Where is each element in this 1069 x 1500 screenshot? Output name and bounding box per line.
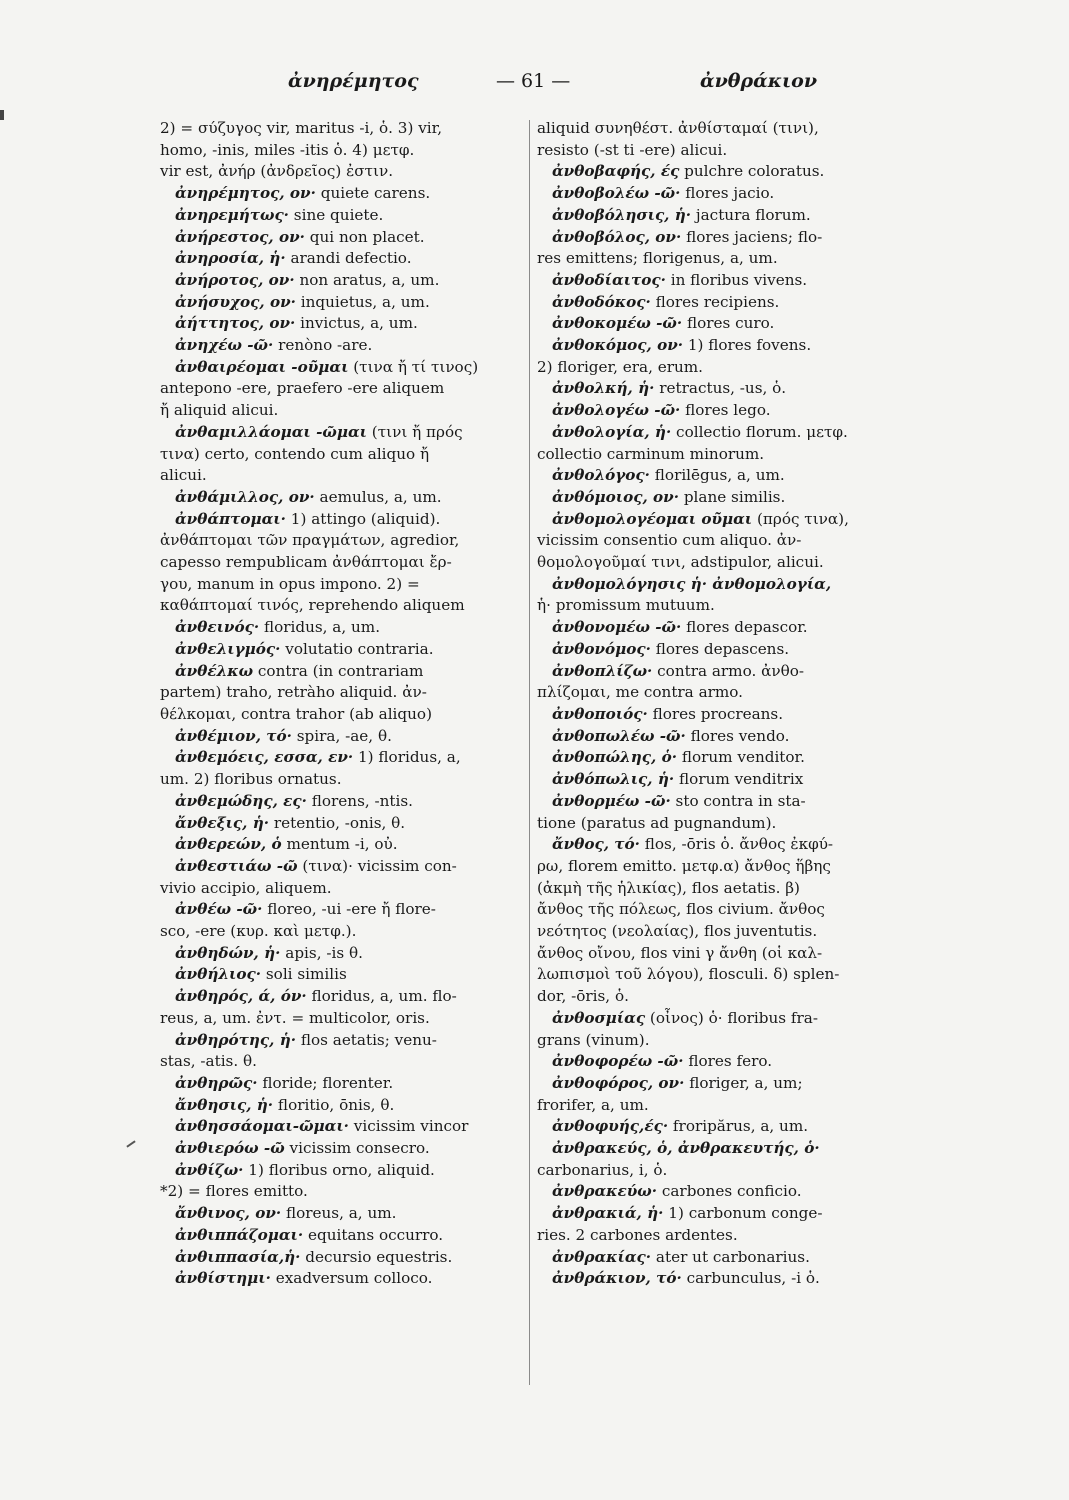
dictionary-entry <box>160 1095 522 1117</box>
headword: ἀνθηρότης, ἡ· <box>175 1030 297 1049</box>
entry-continuation <box>160 595 522 617</box>
headword: ἀνθολογέω -ῶ· <box>552 401 681 420</box>
dictionary-entry <box>537 1138 909 1160</box>
dictionary-entry <box>160 335 522 357</box>
dictionary-entry <box>537 791 909 813</box>
header-first-headword: ἀνηρέμητος <box>288 70 419 92</box>
dictionary-entry <box>537 227 909 249</box>
headword: ἀνθηρῶς· <box>175 1073 258 1092</box>
headword: ἀνθομολόγησις ἡ· ἀνθομολογία, <box>552 574 832 593</box>
entry-continuation <box>537 444 909 466</box>
dictionary-entry <box>537 726 909 748</box>
entry-continuation <box>160 161 522 183</box>
definition-text: ρω, florem emitto. μετφ.α) ἄνθος ἥβης <box>537 856 831 875</box>
headword: ἀνηχέω -ῶ· <box>175 336 274 355</box>
entry-continuation <box>160 704 522 726</box>
dictionary-entry <box>160 726 522 748</box>
headword: ἀνθολκή, ἡ· <box>552 379 655 398</box>
entry-continuation <box>160 140 522 162</box>
definition-text: flores procreans. <box>647 704 784 723</box>
definition-text: ἄνθος τῆς πόλεως, flos civium. ἄνθος <box>537 900 825 919</box>
entry-continuation <box>537 813 909 835</box>
definition-text: partem) traho, retràho aliquid. ἀν- <box>160 683 427 702</box>
dictionary-entry <box>160 964 522 986</box>
definition-text: ἀνθάπτομαι τῶν πραγμάτων, agredior, <box>160 531 460 550</box>
dictionary-entry <box>160 791 522 813</box>
dictionary-entry <box>537 1268 909 1290</box>
definition-text: (πρός τινα), <box>752 509 849 528</box>
dictionary-entry <box>160 509 522 531</box>
definition-text: flores vendo. <box>685 726 790 745</box>
dictionary-entry <box>160 986 522 1008</box>
headword: ἀνθοπλίζω· <box>552 661 653 680</box>
headword: ἀνθέλκω <box>175 661 254 680</box>
headword: ἀνθεστιάω -ῶ <box>175 856 298 875</box>
dictionary-entry <box>537 1203 909 1225</box>
definition-text: λωπισμοὶ τοῦ λόγου), flosculi. δ) splen- <box>537 965 840 984</box>
definition-text: 2) = σύζυγος vir, maritus -i, ὁ. 3) vir, <box>160 119 443 137</box>
page-number: — 61 — <box>496 70 571 92</box>
definition-text: resisto (-st ti -ere) alicui. <box>537 140 728 159</box>
definition-text: florum venditrix <box>674 770 804 789</box>
headword: ἀνθόμοιος, ον· <box>552 487 679 506</box>
right-column <box>537 118 909 1290</box>
dictionary-entry <box>160 357 522 379</box>
entry-continuation <box>537 682 909 704</box>
headword: ἀνθρακιά, ἡ· <box>552 1204 664 1223</box>
dictionary-entry <box>160 661 522 683</box>
definition-text: renòno -are. <box>273 336 373 355</box>
headword: ἀνθιππασία,ἡ· <box>175 1247 301 1266</box>
headword: ἀνθελιγμός· <box>175 639 281 658</box>
definition-text: (ἀκμὴ τῆς ἡλικίας), flos aetatis. β) <box>537 878 800 897</box>
definition-text: πλίζομαι, me contra armo. <box>537 683 743 702</box>
headword: ἀνθοφόρος, ον· <box>552 1073 685 1092</box>
definition-text: collectio florum. μετφ. <box>671 422 848 441</box>
headword: ἀνθρακεύς, ὁ, ἀνθρακευτής, ὁ· <box>552 1139 820 1158</box>
definition-text: florum venditor. <box>677 748 805 767</box>
entry-continuation <box>160 400 522 422</box>
headword: ἀνθεινός· <box>175 618 260 637</box>
definition-text: vivio accipio, aliquem. <box>160 878 332 897</box>
definition-text: γου, manum in opus impono. 2) = <box>160 574 420 593</box>
definition-text: exadversum colloco. <box>270 1269 433 1288</box>
definition-text: grans (vinum). <box>537 1030 650 1049</box>
definition-text: flores curo. <box>682 314 775 333</box>
headword: ἀνθίστημι· <box>175 1269 271 1288</box>
dictionary-entry <box>160 313 522 335</box>
dictionary-entry <box>160 943 522 965</box>
definition-text: flores depascens. <box>650 639 790 658</box>
left-column <box>160 118 522 1290</box>
entry-continuation <box>537 943 909 965</box>
headword: ἀνθάμιλλος, ον· <box>175 487 315 506</box>
dictionary-entry <box>537 509 909 531</box>
definition-text: non aratus, a, um. <box>294 270 440 289</box>
dictionary-entry <box>160 205 522 227</box>
headword: ἀνθέω -ῶ· <box>175 900 263 919</box>
entry-continuation <box>537 357 909 379</box>
dictionary-entry <box>160 487 522 509</box>
column-divider <box>529 120 530 1385</box>
headword: ἀνθοποιός· <box>552 704 648 723</box>
definition-text: volutatio contraria. <box>280 639 434 658</box>
definition-text: qui non placet. <box>304 227 425 246</box>
entry-continuation <box>160 878 522 900</box>
entry-continuation <box>537 595 909 617</box>
headword: ἀνθιερόω -ῶ <box>175 1139 285 1158</box>
definition-text: invictus, a, um. <box>295 314 418 333</box>
definition-text: sto contra in sta- <box>670 791 806 810</box>
definition-text: flores lego. <box>680 401 771 420</box>
entry-continuation <box>537 964 909 986</box>
headword: ἀνθολογία, ἡ· <box>552 422 672 441</box>
definition-text: plane similis. <box>679 487 786 506</box>
dictionary-entry <box>160 183 522 205</box>
definition-text: quiete carens. <box>315 184 431 203</box>
headword: ἀνθοδόκος· <box>552 292 651 311</box>
entry-continuation <box>537 118 909 140</box>
definition-text: jactura florum. <box>691 205 811 224</box>
definition-text: floreo, -ui -ere ἤ flore- <box>262 900 436 919</box>
definition-text: 1) attingo (aliquid). <box>285 509 441 528</box>
headword: ἀνθόπωλις, ἡ· <box>552 770 675 789</box>
headword: ἀνθοφυής,ές· <box>552 1117 669 1136</box>
entry-continuation <box>160 465 522 487</box>
dictionary-entry <box>537 1181 909 1203</box>
headword: ἄνθεξις, ἡ· <box>175 813 270 832</box>
headword: ἀνθρακεύω· <box>552 1182 658 1201</box>
dictionary-entry <box>160 1203 522 1225</box>
dictionary-entry <box>537 574 909 596</box>
entry-continuation <box>160 921 522 943</box>
definition-text: res emittens; florigenus, a, um. <box>537 249 778 268</box>
headword: ἀνθονομέω -ῶ· <box>552 618 682 637</box>
dictionary-entry <box>537 183 909 205</box>
definition-text: flos, -ōris ὁ. ἄνθος ἐκφύ- <box>639 835 834 854</box>
headword: ἀνθοβόλος, ον· <box>552 227 682 246</box>
definition-text: carbones conficio. <box>657 1182 802 1201</box>
entry-continuation <box>160 769 522 791</box>
dictionary-entry <box>160 1073 522 1095</box>
headword: ἀνηροσία, ἡ· <box>175 249 286 268</box>
definition-text: inquietus, a, um. <box>295 292 430 311</box>
definition-text: (οἶνος) ὁ· floribus fra- <box>645 1008 818 1027</box>
entry-continuation <box>160 1051 522 1073</box>
dictionary-entry <box>537 1247 909 1269</box>
entry-continuation <box>537 1095 909 1117</box>
definition-text: decursio equestris. <box>300 1247 453 1266</box>
dictionary-entry <box>537 1116 909 1138</box>
definition-text: dor, -ōris, ὁ. <box>537 987 629 1006</box>
headword: ἀνθοπώλης, ὁ· <box>552 748 677 767</box>
dictionary-entry <box>160 1116 522 1138</box>
definition-text: capesso rempublicam ἀνθάπτομαι ἔρ- <box>160 553 452 572</box>
definition-text: antepono -ere, praefero -ere aliquem <box>160 379 445 398</box>
headword: ἀνθέμιον, τό· <box>175 726 292 745</box>
definition-text: vir est, ἀνήρ (ἀνδρεῖος) ἐστιν. <box>160 162 394 181</box>
dictionary-entry <box>160 270 522 292</box>
headword: ἀνθήλιος· <box>175 965 262 984</box>
headword: ἀνθηδών, ἡ· <box>175 943 281 962</box>
entry-continuation <box>160 444 522 466</box>
headword: ἀνθοκόμος, ον· <box>552 336 684 355</box>
definition-text: frorifer, a, um. <box>537 1095 649 1114</box>
definition-text: contra (in contrariam <box>253 661 424 680</box>
entry-continuation <box>160 682 522 704</box>
dictionary-entry <box>537 661 909 683</box>
dictionary-entry <box>160 813 522 835</box>
dictionary-entry <box>160 617 522 639</box>
headword: ἄνθησις, ἡ· <box>175 1095 274 1114</box>
entry-continuation <box>537 1030 909 1052</box>
dictionary-entry <box>160 422 522 444</box>
dictionary-entry <box>537 161 909 183</box>
dictionary-entry <box>537 205 909 227</box>
dictionary-entry <box>537 834 909 856</box>
page-header <box>160 70 910 110</box>
headword: ἀνθιππάζομαι· <box>175 1225 304 1244</box>
dictionary-entry <box>537 400 909 422</box>
definition-text: retractus, -us, ὁ. <box>654 379 787 398</box>
entry-continuation <box>160 574 522 596</box>
headword: ἀνθορμέω -ῶ· <box>552 791 671 810</box>
headword: ἀνθοβαφής, ές <box>552 162 680 181</box>
definition-text: floridus, a, um. flo- <box>306 987 457 1006</box>
headword: ἀνήροτος, ον· <box>175 270 295 289</box>
dictionary-entry <box>537 487 909 509</box>
dictionary-entry <box>537 335 909 357</box>
dictionary-entry <box>160 227 522 249</box>
definition-text: floriger, a, um; <box>684 1073 803 1092</box>
definition-text: retentio, -onis, θ. <box>269 813 406 832</box>
entry-continuation <box>160 378 522 400</box>
definition-text: soli similis <box>261 965 347 984</box>
entry-continuation <box>537 899 909 921</box>
headword: ἀνθοβολέω -ῶ· <box>552 184 681 203</box>
definition-text: mentum -i, οὐ. <box>281 835 398 854</box>
dictionary-entry <box>537 1073 909 1095</box>
dictionary-entry <box>160 639 522 661</box>
headword: ἀνθομολογέομαι οῦμαι <box>552 509 753 528</box>
definition-text: (τινα)· vicissim con- <box>297 856 457 875</box>
definition-text: aliquid συνηθέστ. ἀνθίσταμαί (τινι), <box>537 119 819 137</box>
headword: ἀνθοφορέω -ῶ· <box>552 1052 684 1071</box>
definition-text: 1) floridus, a, <box>353 748 461 767</box>
definition-text: 1) floribus orno, aliquid. <box>243 1160 435 1179</box>
dictionary-entry <box>160 292 522 314</box>
definition-text: τινα) certo, contendo cum aliquo ἤ <box>160 444 430 463</box>
dictionary-entry <box>537 313 909 335</box>
definition-text: carbunculus, -i ὁ. <box>681 1269 820 1288</box>
dictionary-entry <box>537 378 909 400</box>
entry-continuation <box>537 856 909 878</box>
definition-text: flores jaciens; flo- <box>681 227 823 246</box>
dictionary-entry <box>160 1247 522 1269</box>
dictionary-entry <box>160 1030 522 1052</box>
definition-text: νεότητος (νεολαίας), flos juventutis. <box>537 922 818 941</box>
headword: ἀνθαιρέομαι -οῦμαι <box>175 357 349 376</box>
entry-continuation <box>537 1160 909 1182</box>
dictionary-entry <box>160 1160 522 1182</box>
entry-continuation <box>160 530 522 552</box>
headword: ἀνθοπωλέω -ῶ· <box>552 726 686 745</box>
headword: ἀνθράκιον, τό· <box>552 1269 682 1288</box>
definition-text: froripărus, a, um. <box>668 1117 809 1136</box>
entry-continuation <box>160 1181 522 1203</box>
dictionary-entry <box>537 422 909 444</box>
definition-text: equitans occurro. <box>303 1225 444 1244</box>
entry-continuation <box>160 118 522 140</box>
definition-text: floreus, a, um. <box>281 1204 397 1223</box>
headword: ἀνήσυχος, ον· <box>175 292 296 311</box>
dictionary-entry <box>537 617 909 639</box>
dictionary-entry <box>537 747 909 769</box>
headword: ἀήττητος, ον· <box>175 314 296 333</box>
dictionary-entry <box>160 899 522 921</box>
definition-text: stas, -atis. θ. <box>160 1052 257 1071</box>
headword: ἀνήρεστος, ον· <box>175 227 305 246</box>
headword: ἀνθοσμίας <box>552 1008 646 1027</box>
headword: ἀνθεμώδης, ες· <box>175 791 307 810</box>
headword: ἀνθερεών, ὁ <box>175 835 282 854</box>
definition-text: vicissim consecro. <box>284 1139 430 1158</box>
definition-text: (τινα ἤ τί τινος) <box>348 357 479 376</box>
definition-text: flores depascor. <box>681 618 808 637</box>
entry-continuation <box>160 1008 522 1030</box>
headword: ἀνθησσάομαι-ῶμαι· <box>175 1117 349 1136</box>
definition-text: ἡ· promissum mutuum. <box>537 596 715 615</box>
headword: ἀνηρέμητος, ον· <box>175 184 316 203</box>
headword: ἀνηρεμήτως· <box>175 205 289 224</box>
dictionary-entry <box>537 1051 909 1073</box>
dictionary-entry <box>537 292 909 314</box>
dictionary-entry <box>537 704 909 726</box>
headword: ἀνθάπτομαι· <box>175 509 286 528</box>
dictionary-entry <box>537 639 909 661</box>
definition-text: sco, -ere (κυρ. καὶ μετφ.). <box>160 922 357 941</box>
definition-text: apis, -is θ. <box>280 943 363 962</box>
dictionary-entry <box>160 747 522 769</box>
headword: ἀνθονόμος· <box>552 639 651 658</box>
definition-text: alicui. <box>160 466 207 485</box>
dictionary-entry <box>537 769 909 791</box>
definition-text: 2) floriger, era, erum. <box>537 357 703 376</box>
definition-text: carbonarius, i, ὁ. <box>537 1160 668 1179</box>
definition-text: flos aetatis; venu- <box>296 1030 437 1049</box>
headword: ἀνθοδίαιτος· <box>552 270 666 289</box>
dictionary-entry <box>160 834 522 856</box>
headword: ἀνθοκομέω -ῶ· <box>552 314 683 333</box>
definition-text: vicissim vincor <box>348 1117 469 1136</box>
definition-text: florens, -ntis. <box>306 791 414 810</box>
margin-tick-mark <box>126 1140 135 1147</box>
dictionary-entry <box>160 856 522 878</box>
definition-text: 1) flores fovens. <box>683 336 812 355</box>
header-last-headword: ἀνθράκιον <box>700 70 818 92</box>
definition-text: in floribus vivens. <box>665 270 808 289</box>
definition-text: tione (paratus ad pugnandum). <box>537 813 777 832</box>
definition-text: collectio carminum minorum. <box>537 444 765 463</box>
dictionary-entry <box>160 248 522 270</box>
definition-text: θέλκομαι, contra trahor (ab aliquo) <box>160 704 432 723</box>
definition-text: arandi defectio. <box>285 249 412 268</box>
definition-text: 1) carbonum conge- <box>663 1204 823 1223</box>
headword: ἄνθος, τό· <box>552 835 640 854</box>
entry-continuation <box>537 1225 909 1247</box>
headword: ἀνθηρός, ά, όν· <box>175 987 307 1006</box>
definition-text: contra armo. ἀνθο- <box>652 661 805 680</box>
definition-text: floritio, ōnis, θ. <box>273 1095 395 1114</box>
headword: ἄνθινος, ον· <box>175 1204 282 1223</box>
dictionary-entry <box>537 1008 909 1030</box>
definition-text: flores jacio. <box>680 184 775 203</box>
dictionary-entry <box>160 1268 522 1290</box>
definition-text: *2) = flores emitto. <box>160 1182 308 1201</box>
definition-text: θομολογοῦμαί τινι, adstipulor, alicui. <box>537 553 824 572</box>
dictionary-entry <box>160 1138 522 1160</box>
headword: ἀνθρακίας· <box>552 1247 652 1266</box>
entry-continuation <box>537 140 909 162</box>
scan-edge-mark <box>0 110 4 120</box>
headword: ἀνθοβόλησις, ἡ· <box>552 205 692 224</box>
entry-continuation <box>537 921 909 943</box>
entry-continuation <box>537 530 909 552</box>
headword: ἀνθίζω· <box>175 1160 244 1179</box>
definition-text: (τινι ἤ πρός <box>366 422 463 441</box>
entry-continuation <box>537 248 909 270</box>
definition-text: ries. 2 carbones ardentes. <box>537 1225 738 1244</box>
dictionary-entry <box>537 465 909 487</box>
entry-continuation <box>537 878 909 900</box>
definition-text: spira, -ae, θ. <box>291 726 392 745</box>
definition-text: flores fero. <box>683 1052 773 1071</box>
dictionary-entry <box>537 270 909 292</box>
definition-text: sine quiete. <box>288 205 384 224</box>
definition-text: pulchre coloratus. <box>679 162 825 181</box>
headword: ἀνθεμόεις, εσσα, εν· <box>175 748 354 767</box>
definition-text: reus, a, um. ἐντ. = multicolor, oris. <box>160 1008 430 1027</box>
definition-text: floride; florenter. <box>257 1073 394 1092</box>
headword: ἀνθολόγος· <box>552 466 650 485</box>
definition-text: ἤ aliquid alicui. <box>160 401 279 420</box>
definition-text: vicissim consentio cum aliquo. ἀν- <box>537 531 802 550</box>
entry-continuation <box>537 986 909 1008</box>
entry-continuation <box>537 552 909 574</box>
definition-text: ater ut carbonarius. <box>651 1247 810 1266</box>
definition-text: floridus, a, um. <box>259 618 381 637</box>
definition-text: flores recipiens. <box>650 292 780 311</box>
definition-text: καθάπτομαί τινός, reprehendo aliquem <box>160 596 465 615</box>
dictionary-entry <box>160 1225 522 1247</box>
definition-text: homo, -inis, miles -itis ὁ. 4) μετφ. <box>160 140 415 159</box>
definition-text: ἄνθος οἴνου, flos vini γ ἄνθη (οἱ καλ- <box>537 943 823 962</box>
definition-text: um. 2) floribus ornatus. <box>160 770 342 789</box>
entry-continuation <box>160 552 522 574</box>
definition-text: florilēgus, a, um. <box>649 466 785 485</box>
definition-text: aemulus, a, um. <box>314 487 442 506</box>
headword: ἀνθαμιλλάομαι -ῶμαι <box>175 422 367 441</box>
